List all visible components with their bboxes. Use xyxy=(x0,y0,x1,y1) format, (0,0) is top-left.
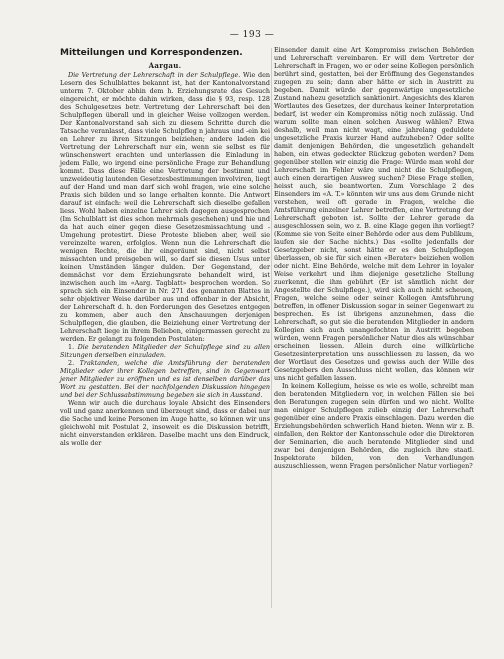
page-number: — 193 — xyxy=(229,30,275,40)
postulate-item xyxy=(60,359,270,399)
paragraph-intro-topic: Die Vertretung der Lehrerschaft in der Schulpflege. xyxy=(68,71,241,79)
right-column xyxy=(274,46,474,470)
column-divider xyxy=(271,48,272,608)
paragraph-intro xyxy=(60,71,270,343)
subsection-heading: Aargau. xyxy=(148,61,182,70)
postulate-text: Traktanden, welche die Amtsführung der beratenden Mitglieder oder ihrer Kollegen betreffen, sind in Gegenwart jener Mitglieder zu eröffnen und es ist denselben darüber das Wort zu gestatten. Bei der nachfolgenden Diskussion hingegen und bei der Schlussabstimmung begeben sie sich in Ausstand. xyxy=(60,359,270,399)
postulate-item xyxy=(60,343,270,359)
paragraph-intro-body: Wie den Lesern des Schulblattes bekannt ist, hat der Kantonalvorstand unterm 7. Oktober abhin dem h. Erziehungsrate das Gesuch eingereicht, er möchte dahin wirken, dass die § 93, resp. 128 des Schulgesetzes betr. Vertretung der Lehrerschaft bei den Schulpflegen überall und in gleicher Weise vollzogen werden. Der Kantonalvorstand sah sich zu diesem Schritte durch die Tatsache veranlasst, dass viele Schulpfleg n jahraus und -ein kei en Lehrer zu ihren Sitzungen beiziehen; andere laden die Vertretung der Lehrerschaft nur ein, wenn sie selbst es für wünschenswert erachten und unterlassen die Einladung in jedem Falle, wo irgend eine persönliche Frage zur Behandlung kommt. Dass diese Fälle eine Vertretung der bestimmt und unzweideutig lautenden Gesetzesbestimmungen involviren, liegt auf der Hand und man darf sich wohl fragen, wie eine solche Praxis sich bilden und so lange erhalten konnte. Die Antwort darauf ist einfach: weil die Lehrerschaft sich dieselbe gefallen liess. Wohl haben einzelne Lehrer sich dagegen ausgesprochen (Im Schulblatt ist dies schon mehrmals geschehen) und hie und da hat auch einer gegen diese Gesetzesmissachtung und -Umgehung protestirt. Diese Proteste blieben aber, weil sie vereinzelte waren, erfolglos. Wenn nun die Lehrerschaft die wenigen Rechte, die ihr eingeräumt sind, nicht selbst missachten und preisgeben will, so darf sie diesen Usus unter keinen Umständen länger dulden. Der Gegenstand, der demnächst vor dem Erziehungsrate behandelt wird, ist inzwischen auch im «Aarg. Tagblatt» besprochen worden. So sprach sich ein Einsender in Nr. 271 des genannten Blattes in sehr objektiver Weise darüber aus und offenbar in der Absicht, der Lehrerschaft d. h. den Forderungen des Gesetzes entgegen zu kommen, aber auch den Anschauungen derjenigen Schulpflegen, die glauben, die Beiziehung einer Vertretung der Lehrerschaft liege in ihrem Belieben, einigermassen gerecht zu werden. Er gelangt zu folgenden Postulaten: xyxy=(60,71,271,343)
paragraph-response: Wenn wir auch die durchaus loyale Absicht des Einsenders voll und ganz anerkennen und überzeugt sind, dass er dabei nur die Sache und keine Personen im Auge hatte, so können wir uns gleichwohl mit Postulat 2, insoweit es die Diskussion betrifft, nicht einverstanden erklären. Daselbe macht uns den Eindruck, als wolle der xyxy=(60,399,270,447)
section-title: Mitteilungen und Korrespondenzen. xyxy=(60,48,243,58)
postulate-number: 1. xyxy=(68,343,75,351)
postulate-number: 2. xyxy=(68,359,75,367)
paragraph-collegium: In keinem Kollegium, heisse es wie es wolle, schreibt man den beratenden Mitgliedern vor, in welchen Fällen sie bei den Beratungen zugegen sein dürfen und wo nicht. Wollte man einiger Schulpflegen zulieb einzig der Lehrerschaft gegenüber eine andere Praxis einschlagen. Dazu werden die Erziehungsbehörden schwerlich Hand bieten. Wenn wir z. B. einfallen, den Rektor der Kantonsschule oder die Direktoren der Seminarien, die auch beratende Mitglieder sind und zwar bei denjenigen Behörden, die zugleich ihre staatl. Inspektorate bilden, von den Verhandlungen auszuschliessen, wenn Fragen persönlicher Natur vorliegen? xyxy=(274,382,474,470)
postulate-text: Die beratenden Mitglieder der Schulpflege sind zu allen Sitzungen derselben einzuladen. xyxy=(60,343,270,359)
paragraph-continuation: Einsender damit eine Art Kompromiss zwischen Behörden und Lehrerschaft vereinbaren. Er will dem Vertreter der Lehrerschaft in Fragen, wo er oder seine Kollegen persönlich berührt sind, gestatten, bei der Eröffnung des Gegenstandes zugegen zu sein; dann aber hätte er sich in Austritt zu begeben. Damit würde der gegenwärtige ungesetzliche Zustand nahezu gesetzlich sanktionirt. Angesichts des klaren Wortlautes des Gesetzes, der durchaus keiner Interpretation bedarf, ist weder ein Kompromiss nötig noch zulässig. Und warum sollte man einen solchen Ausweg wählen? Etwa deshalb, weil man nicht wagt, eine jahrelang geduldete ungesetzliche Praxis kurzer Hand aufzuheben? Oder sollte damit denjenigen Behörden, die ungesetzlich gehandelt haben, ein etwas gedeckter Rückzug geboten werden? Dem gegenüber stellen wir einzig die Frage: Würde man wohl der Lehrerschaft im Fehler wäre und nicht die Schulpflegen, auch einen derartigen Ausweg suchen? Diese Frage stellen, heisst auch, sie beantworten. Zum Vorschlage 2 des Einsenders im «A. T.» könnten wir uns aus dem Grunde nicht verstehen, weil oft gerade in Fragen, welche die Amtsführung einzelner Lehrer betreffen, eine Vertretung der Lehrerschaft geboten ist. Sollte der Lehrer gerade da ausgeschlossen sein, wo z. B. eine Klage gegen ihn vorliegt? (Komme sie von Seite einer Behörde oder aus dem Publikum, laufen sie der Sache nichts.) Das «sollte jedenfalls der Gesetzgeber nicht, sonst hätte er es den Schulpflegen überlassen, ob sie für sich einen «Berater» beiziehen wollen oder nicht. Eine Behörde, welche mit dem Lehrer in loyaler Weise verkehrt und ihm diejenige gesetzliche Stellung zuerkennt, die ihm gebührt (Er ist sämtlich nicht der Angestellte der Schulpflege.), wird sich auch nicht scheuen, Fragen, welche seine oder seiner Kollegen Amtsführung betreffen, in offener Diskussion sogar in seiner Gegenwart zu besprechen. Es ist übrigens anzunehmen, dass die Lehrerschaft, so gut sie die beratenden Mitglieder in andern Kollegien sich auch unangefochten in Austritt begeben würden, wenn Fragen persönlicher Natur dies als wünschbar erscheinen liessen. Allein durch eine willkürliche Gesetzesinterpretation uns ausschliessen zu lassen, da wo der Wortlaut des Gesetzes und gewiss auch der Wille des Gesetzgebers den Ausschluss nicht wollen, das können wir uns nicht gefallen lassen. xyxy=(274,46,474,382)
left-column xyxy=(60,46,270,447)
